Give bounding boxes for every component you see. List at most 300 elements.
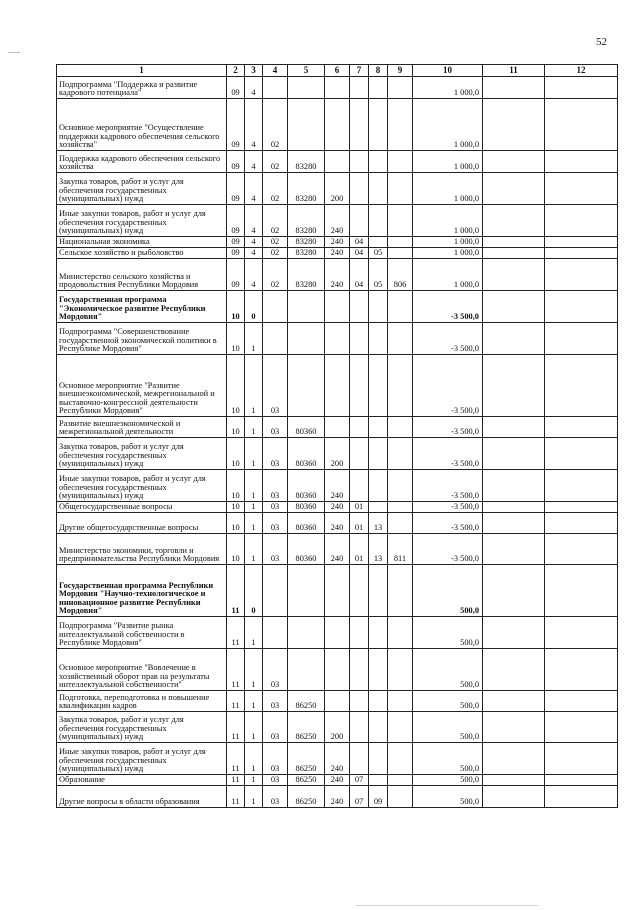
table-row [57, 743, 618, 775]
column-header: 9 [388, 65, 413, 77]
code-cell [350, 99, 369, 151]
amount-cell [483, 259, 545, 291]
code-cell: 4 [245, 151, 263, 173]
column-header: 11 [483, 65, 545, 77]
code-cell: 05 [369, 259, 388, 291]
code-cell [388, 151, 413, 173]
code-cell: 03 [263, 775, 288, 786]
amount-cell [483, 291, 545, 323]
code-cell: 1 [245, 617, 263, 649]
row-name-cell: Закупка товаров, работ и услуг для обеспечения государственных (муниципальных) нужд [57, 173, 227, 205]
table-row [57, 77, 618, 99]
amount-cell [545, 248, 618, 259]
code-cell: 240 [325, 259, 350, 291]
code-cell: 80360 [288, 513, 325, 534]
row-name-cell: Другие вопросы в области образования [57, 786, 227, 808]
row-name-cell: Иные закупки товаров, работ и услуг для обеспечения государственных (муниципальных) нужд [57, 205, 227, 237]
code-cell: 10 [227, 291, 245, 323]
amount-cell [545, 691, 618, 712]
column-header: 5 [288, 65, 325, 77]
code-cell: 200 [325, 438, 350, 470]
amount-cell [545, 417, 618, 438]
code-cell [350, 173, 369, 205]
amount-cell [483, 565, 545, 617]
code-cell: 02 [263, 99, 288, 151]
column-header: 2 [227, 65, 245, 77]
code-cell: 1 [245, 786, 263, 808]
code-cell: 03 [263, 438, 288, 470]
scan-mark [356, 905, 538, 906]
code-cell [388, 417, 413, 438]
amount-cell: 1 000,0 [413, 237, 483, 248]
amount-cell [483, 77, 545, 99]
code-cell: 83280 [288, 259, 325, 291]
column-header: 8 [369, 65, 388, 77]
code-cell [350, 438, 369, 470]
amount-cell: 500,0 [413, 617, 483, 649]
row-name-cell: Национальная экономика [57, 237, 227, 248]
code-cell: 10 [227, 534, 245, 565]
code-cell: 240 [325, 534, 350, 565]
code-cell [325, 99, 350, 151]
amount-cell [545, 534, 618, 565]
code-cell [350, 649, 369, 691]
table-row [57, 151, 618, 173]
code-cell [350, 205, 369, 237]
code-cell: 1 [245, 743, 263, 775]
code-cell: 4 [245, 205, 263, 237]
code-cell: 10 [227, 417, 245, 438]
code-cell: 09 [227, 151, 245, 173]
amount-cell: 1 000,0 [413, 173, 483, 205]
amount-cell: 500,0 [413, 691, 483, 712]
table-row [57, 438, 618, 470]
code-cell [369, 438, 388, 470]
code-cell: 11 [227, 617, 245, 649]
table-row [57, 99, 618, 151]
code-cell: 4 [245, 237, 263, 248]
amount-cell [483, 417, 545, 438]
amount-cell [483, 355, 545, 417]
amount-cell [483, 438, 545, 470]
amount-cell: 500,0 [413, 649, 483, 691]
table-row [57, 786, 618, 808]
code-cell [369, 565, 388, 617]
code-cell: 01 [350, 513, 369, 534]
amount-cell [483, 237, 545, 248]
code-cell: 1 [245, 649, 263, 691]
code-cell: 11 [227, 565, 245, 617]
row-name-cell: Основное мероприятие "Осуществление поддержки кадрового обеспечения сельского хозяйства" [57, 99, 227, 151]
code-cell: 240 [325, 248, 350, 259]
code-cell: 86250 [288, 712, 325, 743]
code-cell: 80360 [288, 417, 325, 438]
code-cell: 03 [263, 470, 288, 502]
code-cell: 10 [227, 355, 245, 417]
amount-cell [483, 502, 545, 513]
amount-cell [545, 565, 618, 617]
code-cell: 4 [245, 173, 263, 205]
amount-cell: -3 500,0 [413, 355, 483, 417]
code-cell [325, 417, 350, 438]
code-cell: 02 [263, 205, 288, 237]
code-cell: 240 [325, 470, 350, 502]
row-name-cell: Министерство сельского хозяйства и продовольствия Республики Мордовия [57, 259, 227, 291]
code-cell [325, 565, 350, 617]
code-cell: 86250 [288, 743, 325, 775]
code-cell [288, 355, 325, 417]
row-name-cell: Подготовка, переподготовка и повышение квалификации кадров [57, 691, 227, 712]
code-cell: 02 [263, 237, 288, 248]
amount-cell [545, 470, 618, 502]
code-cell: 1 [245, 323, 263, 355]
code-cell: 13 [369, 534, 388, 565]
amount-cell [545, 205, 618, 237]
amount-cell [483, 248, 545, 259]
code-cell [369, 99, 388, 151]
amount-cell: -3 500,0 [413, 502, 483, 513]
code-cell: 11 [227, 786, 245, 808]
code-cell: 11 [227, 649, 245, 691]
table-row [57, 173, 618, 205]
code-cell [350, 151, 369, 173]
code-cell [369, 502, 388, 513]
code-cell: 0 [245, 565, 263, 617]
code-cell [350, 323, 369, 355]
code-cell: 10 [227, 502, 245, 513]
amount-cell: 1 000,0 [413, 248, 483, 259]
code-cell: 09 [227, 77, 245, 99]
row-name-cell: Иные закупки товаров, работ и услуг для обеспечения государственных (муниципальных) нужд [57, 470, 227, 502]
code-cell: 0 [245, 291, 263, 323]
code-cell [388, 470, 413, 502]
amount-cell [545, 323, 618, 355]
code-cell: 05 [369, 248, 388, 259]
amount-cell [545, 743, 618, 775]
code-cell: 02 [263, 173, 288, 205]
code-cell: 04 [350, 259, 369, 291]
table-row [57, 355, 618, 417]
code-cell: 806 [388, 259, 413, 291]
table-row [57, 259, 618, 291]
code-cell: 1 [245, 775, 263, 786]
code-cell [325, 617, 350, 649]
code-cell: 03 [263, 786, 288, 808]
code-cell: 11 [227, 743, 245, 775]
code-cell [369, 617, 388, 649]
code-cell: 04 [350, 248, 369, 259]
amount-cell [545, 438, 618, 470]
code-cell: 240 [325, 237, 350, 248]
amount-cell: -3 500,0 [413, 513, 483, 534]
code-cell [350, 470, 369, 502]
code-cell: 13 [369, 513, 388, 534]
code-cell: 240 [325, 513, 350, 534]
amount-cell [483, 173, 545, 205]
code-cell [350, 417, 369, 438]
row-name-cell: Другие общегосударственные вопросы [57, 513, 227, 534]
code-cell [369, 712, 388, 743]
amount-cell [545, 649, 618, 691]
code-cell [263, 565, 288, 617]
code-cell: 04 [350, 237, 369, 248]
code-cell: 09 [227, 259, 245, 291]
table-row [57, 417, 618, 438]
amount-cell: 1 000,0 [413, 205, 483, 237]
code-cell: 03 [263, 513, 288, 534]
code-cell: 11 [227, 775, 245, 786]
amount-cell: 1 000,0 [413, 99, 483, 151]
code-cell: 240 [325, 786, 350, 808]
code-cell: 1 [245, 513, 263, 534]
code-cell: 11 [227, 691, 245, 712]
code-cell: 10 [227, 323, 245, 355]
code-cell [388, 565, 413, 617]
code-cell: 86250 [288, 775, 325, 786]
amount-cell [545, 291, 618, 323]
code-cell [288, 291, 325, 323]
code-cell: 02 [263, 151, 288, 173]
code-cell: 4 [245, 248, 263, 259]
table-row [57, 470, 618, 502]
code-cell [288, 323, 325, 355]
table-row [57, 205, 618, 237]
amount-cell: -3 500,0 [413, 291, 483, 323]
row-name-cell: Закупка товаров, работ и услуг для обеспечения государственных (муниципальных) нужд [57, 712, 227, 743]
code-cell [263, 77, 288, 99]
code-cell: 240 [325, 205, 350, 237]
row-name-cell: Образование [57, 775, 227, 786]
code-cell [369, 355, 388, 417]
code-cell: 03 [263, 502, 288, 513]
code-cell [369, 291, 388, 323]
table-row [57, 617, 618, 649]
code-cell: 4 [245, 77, 263, 99]
table-row [57, 534, 618, 565]
code-cell [388, 291, 413, 323]
amount-cell [483, 617, 545, 649]
code-cell [288, 565, 325, 617]
code-cell: 1 [245, 470, 263, 502]
row-name-cell: Развитие внешнеэкономической и межрегиональной деятельности [57, 417, 227, 438]
code-cell [388, 712, 413, 743]
code-cell: 1 [245, 691, 263, 712]
amount-cell [545, 617, 618, 649]
code-cell: 80360 [288, 502, 325, 513]
column-header: 7 [350, 65, 369, 77]
code-cell: 200 [325, 712, 350, 743]
code-cell [369, 691, 388, 712]
code-cell: 240 [325, 743, 350, 775]
row-name-cell: Основное мероприятие "Вовлечение в хозяйственный оборот прав на результаты интеллектуальной собственности" [57, 649, 227, 691]
code-cell: 07 [350, 786, 369, 808]
code-cell [263, 291, 288, 323]
code-cell [288, 649, 325, 691]
amount-cell: 1 000,0 [413, 259, 483, 291]
row-name-cell: Подпрограмма "Развитие рынка интеллектуальной собственности в Республике Мордовия" [57, 617, 227, 649]
code-cell [288, 617, 325, 649]
code-cell [388, 513, 413, 534]
code-cell: 09 [227, 248, 245, 259]
table-row [57, 291, 618, 323]
table-row [57, 712, 618, 743]
code-cell: 10 [227, 438, 245, 470]
table-row [57, 775, 618, 786]
table-header-row [57, 65, 618, 77]
amount-cell [545, 355, 618, 417]
page-number: 52 [596, 36, 607, 48]
code-cell [388, 502, 413, 513]
code-cell [263, 323, 288, 355]
row-name-cell: Закупка товаров, работ и услуг для обеспечения государственных (муниципальных) нужд [57, 438, 227, 470]
code-cell: 01 [350, 534, 369, 565]
code-cell: 83280 [288, 205, 325, 237]
code-cell: 80360 [288, 470, 325, 502]
code-cell: 240 [325, 775, 350, 786]
amount-cell [545, 77, 618, 99]
amount-cell [483, 99, 545, 151]
code-cell: 1 [245, 417, 263, 438]
amount-cell [483, 743, 545, 775]
code-cell [388, 743, 413, 775]
code-cell: 10 [227, 470, 245, 502]
code-cell: 09 [227, 205, 245, 237]
amount-cell [545, 712, 618, 743]
code-cell [350, 355, 369, 417]
table-row [57, 502, 618, 513]
amount-cell [483, 534, 545, 565]
code-cell [369, 205, 388, 237]
row-name-cell: Сельское хозяйство и рыболовство [57, 248, 227, 259]
table-row [57, 649, 618, 691]
code-cell [388, 617, 413, 649]
code-cell: 83280 [288, 151, 325, 173]
code-cell [388, 775, 413, 786]
code-cell [350, 743, 369, 775]
code-cell: 07 [350, 775, 369, 786]
code-cell [388, 77, 413, 99]
code-cell: 03 [263, 534, 288, 565]
code-cell: 83280 [288, 173, 325, 205]
amount-cell [545, 151, 618, 173]
row-name-cell: Иные закупки товаров, работ и услуг для обеспечения государственных (муниципальных) нужд [57, 743, 227, 775]
code-cell: 83280 [288, 248, 325, 259]
table-row [57, 323, 618, 355]
code-cell [369, 173, 388, 205]
code-cell: 4 [245, 99, 263, 151]
code-cell [369, 237, 388, 248]
code-cell: 02 [263, 248, 288, 259]
code-cell: 1 [245, 712, 263, 743]
amount-cell [483, 786, 545, 808]
code-cell [350, 565, 369, 617]
code-cell [369, 775, 388, 786]
code-cell [325, 691, 350, 712]
code-cell [325, 649, 350, 691]
column-header: 1 [57, 65, 227, 77]
amount-cell: 500,0 [413, 565, 483, 617]
code-cell: 1 [245, 438, 263, 470]
code-cell: 02 [263, 259, 288, 291]
amount-cell: -3 500,0 [413, 534, 483, 565]
code-cell: 09 [227, 173, 245, 205]
table-row [57, 565, 618, 617]
table-row [57, 248, 618, 259]
amount-cell [483, 323, 545, 355]
code-cell [388, 355, 413, 417]
amount-cell: -3 500,0 [413, 470, 483, 502]
code-cell: 03 [263, 691, 288, 712]
amount-cell: -3 500,0 [413, 438, 483, 470]
code-cell [388, 786, 413, 808]
table-row [57, 691, 618, 712]
amount-cell [483, 712, 545, 743]
code-cell [388, 99, 413, 151]
code-cell [325, 77, 350, 99]
amount-cell [545, 237, 618, 248]
code-cell [369, 649, 388, 691]
code-cell [369, 151, 388, 173]
code-cell: 03 [263, 417, 288, 438]
amount-cell: 1 000,0 [413, 151, 483, 173]
amount-cell [545, 502, 618, 513]
budget-table [56, 64, 618, 808]
code-cell: 1 [245, 502, 263, 513]
code-cell: 200 [325, 173, 350, 205]
amount-cell [483, 470, 545, 502]
code-cell [388, 691, 413, 712]
code-cell: 09 [369, 786, 388, 808]
code-cell: 240 [325, 502, 350, 513]
code-cell: 83280 [288, 237, 325, 248]
row-name-cell: Министерство экономики, торговли и предпринимательства Республики Мордовия [57, 534, 227, 565]
table-row [57, 237, 618, 248]
code-cell [350, 291, 369, 323]
code-cell: 03 [263, 712, 288, 743]
column-header: 10 [413, 65, 483, 77]
code-cell [350, 712, 369, 743]
code-cell [388, 205, 413, 237]
code-cell [350, 691, 369, 712]
code-cell: 01 [350, 502, 369, 513]
amount-cell: 500,0 [413, 712, 483, 743]
row-name-cell: Подпрограмма "Совершенствование государственной экономической политики в Республике Мордовия" [57, 323, 227, 355]
amount-cell: 500,0 [413, 743, 483, 775]
code-cell [325, 355, 350, 417]
code-cell: 4 [245, 259, 263, 291]
code-cell: 03 [263, 355, 288, 417]
code-cell [388, 438, 413, 470]
code-cell [369, 323, 388, 355]
amount-cell [545, 786, 618, 808]
code-cell [350, 617, 369, 649]
amount-cell [545, 173, 618, 205]
amount-cell [545, 775, 618, 786]
row-name-cell: Основное мероприятие "Развитие внешнеэкономической, межрегиональной и выставочно-конгрессной деятельности Республики Мордовия" [57, 355, 227, 417]
table-row [57, 513, 618, 534]
code-cell: 86250 [288, 786, 325, 808]
code-cell [350, 77, 369, 99]
code-cell: 09 [227, 99, 245, 151]
code-cell: 03 [263, 649, 288, 691]
code-cell: 10 [227, 513, 245, 534]
table-body [57, 77, 618, 808]
amount-cell [545, 259, 618, 291]
amount-cell: 500,0 [413, 775, 483, 786]
code-cell [388, 649, 413, 691]
code-cell: 03 [263, 743, 288, 775]
amount-cell: 1 000,0 [413, 77, 483, 99]
